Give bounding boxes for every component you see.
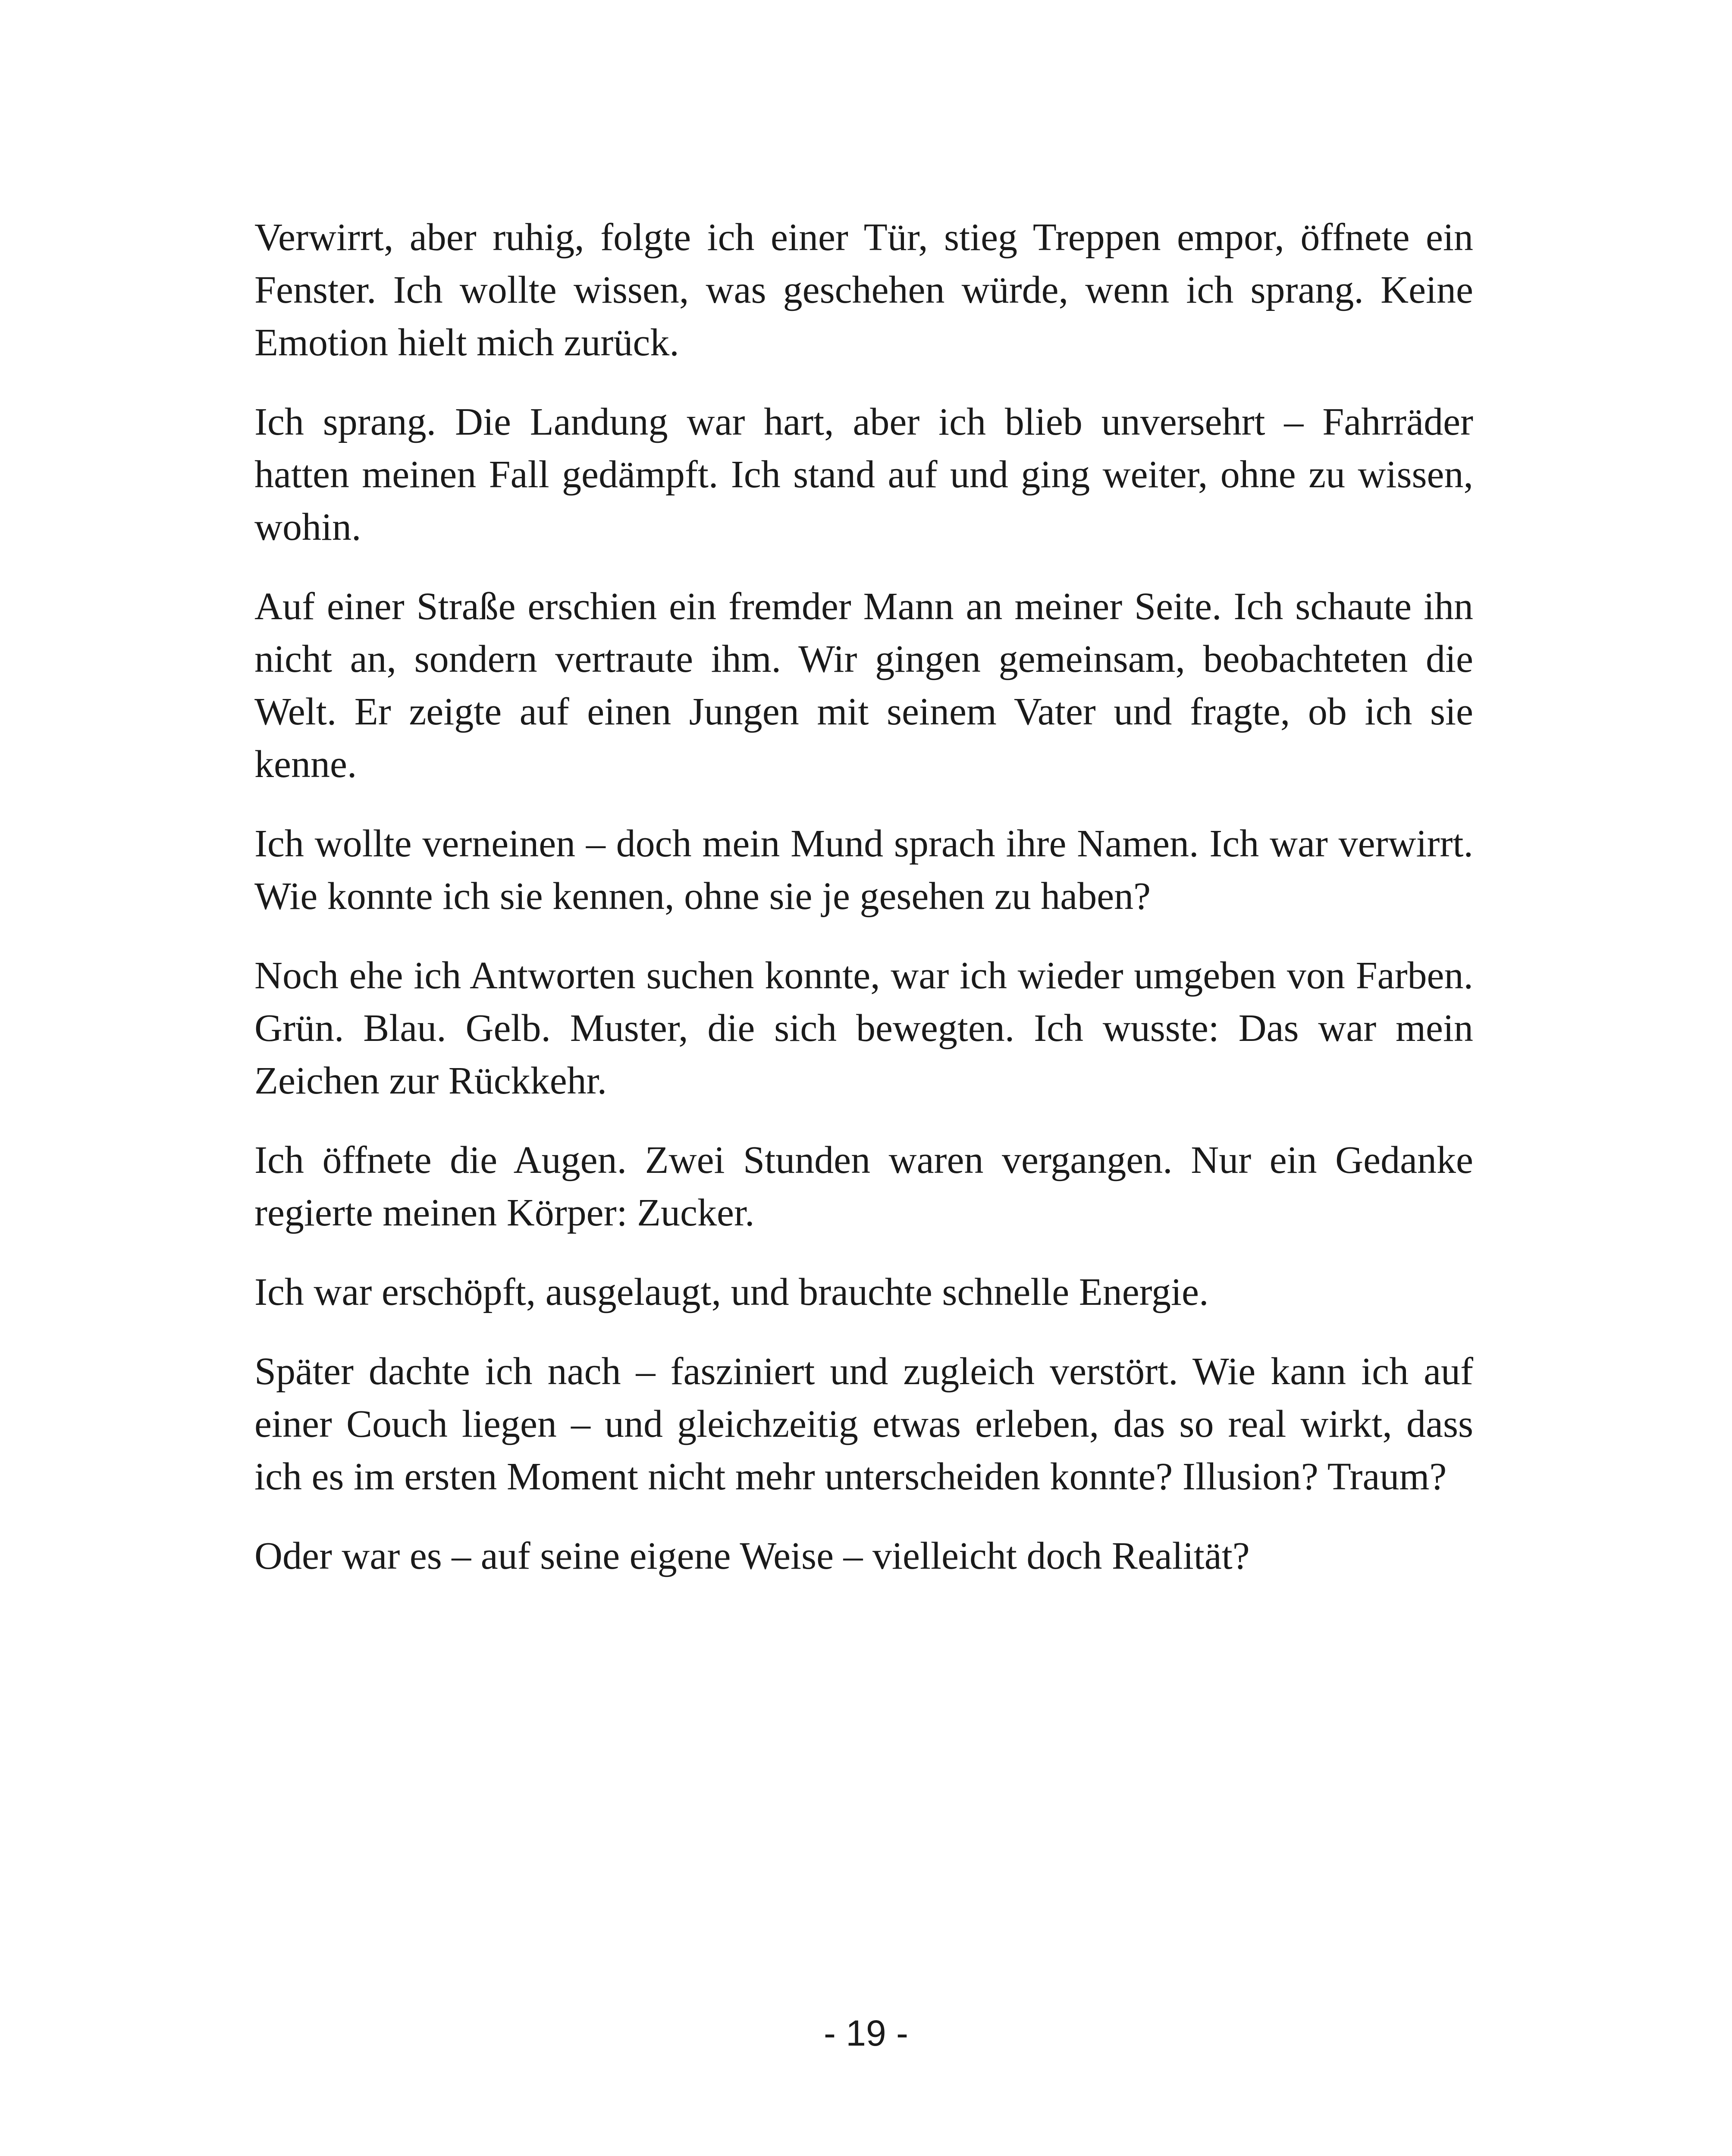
paragraph: Ich war erschöpft, ausgelaugt, und brauchte schnelle Energie. [254, 1271, 1209, 1313]
paragraph: Ich öffnete die Augen. Zwei Stunden waren vergangen. Nur ein Gedanke regierte meinen Körper: Zucker. [254, 1139, 1473, 1234]
paragraph: Später dachte ich nach – fasziniert und zugleich verstört. Wie kann ich auf einer Couch liegen – und gleichzeitig etwas erleben, das so real wirkt, dass ich es im ersten Moment nicht mehr unterscheiden konnte? Illusion? Traum? [254, 1350, 1473, 1498]
paragraph: Ich wollte verneinen – doch mein Mund sprach ihre Namen. Ich war verwirrt. Wie konnte ich sie kennen, ohne sie je gesehen zu haben? [254, 822, 1473, 918]
paragraph: Oder war es – auf seine eigene Weise – vielleicht doch Realität? [254, 1535, 1250, 1577]
paragraph: Verwirrt, aber ruhig, folgte ich einer Tür, stieg Treppen empor, öffnete ein Fenster. Ich wollte wissen, was geschehen würde, wenn ich sprang. Keine Emotion hielt mich zurück. [254, 216, 1473, 364]
paragraph: Auf einer Straße erschien ein fremder Mann an meiner Seite. Ich schaute ihn nicht an, sondern vertraute ihm. Wir gingen gemeinsam, beobachteten die Welt. Er zeigte auf einen Jungen mit seinem Vater und fragte, ob ich sie kenne. [254, 585, 1473, 786]
paragraph: Noch ehe ich Antworten suchen konnte, war ich wieder umgeben von Farben. Grün. Blau. Gelb. Muster, die sich bewegten. Ich wusste: Das war mein Zeichen zur Rückkehr. [254, 954, 1473, 1102]
page-number: - 19 - [823, 2013, 909, 2053]
body-text [254, 211, 1473, 1609]
paragraph: Ich sprang. Die Landung war hart, aber ich blieb unversehrt – Fahrräder hatten meinen Fall gedämpft. Ich stand auf und ging weiter, ohne zu wissen, wohin. [254, 401, 1473, 548]
